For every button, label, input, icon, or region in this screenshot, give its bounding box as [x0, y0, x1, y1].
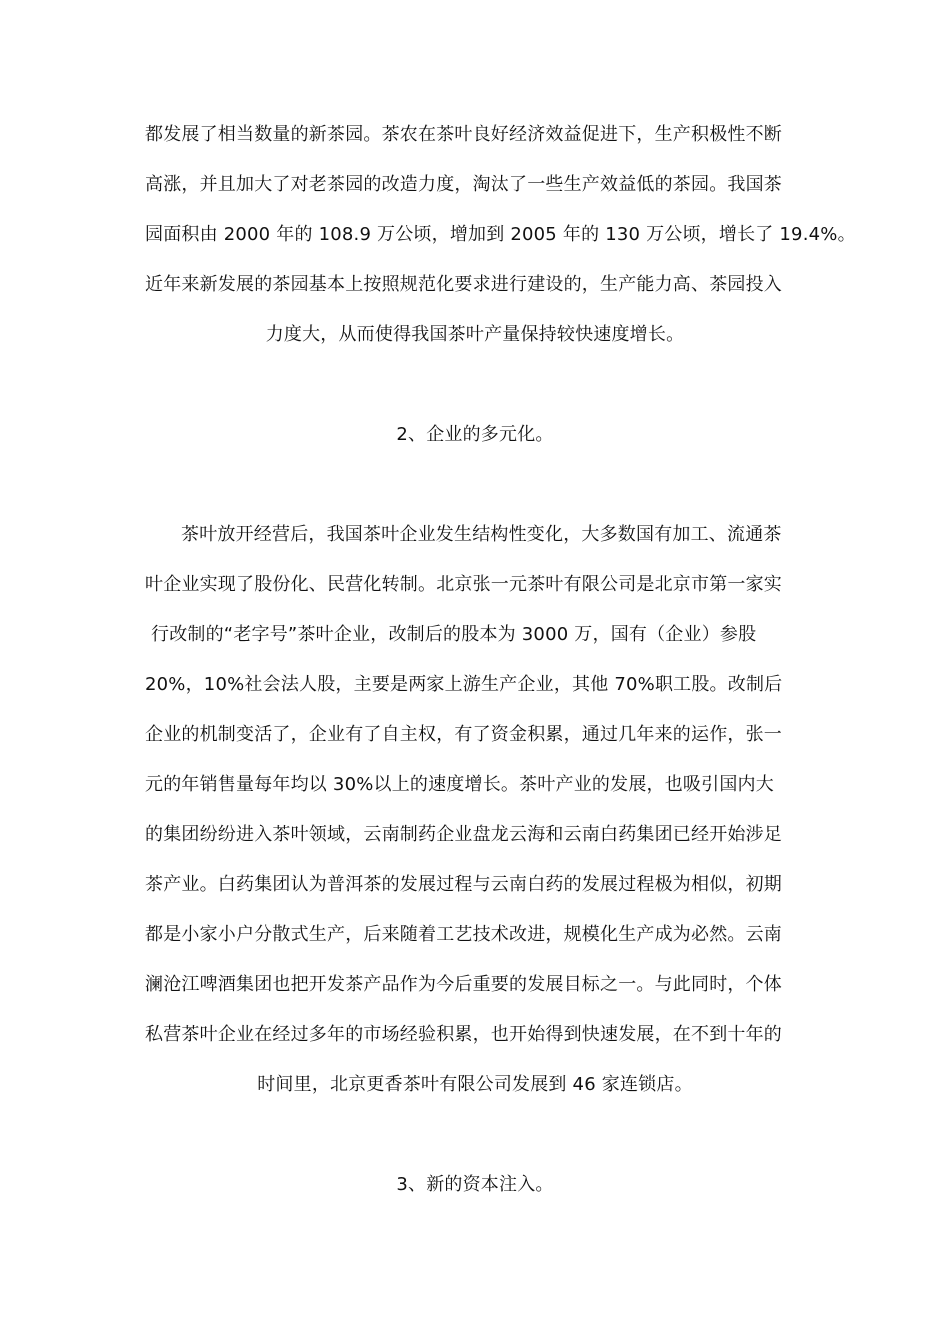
section-heading-2: 2、企业的多元化。 [396, 424, 554, 445]
paragraph-2-line-9: 都是小家小户分散式生产，后来随着工艺技术改进，规模化生产成为必然。云南 [145, 924, 782, 945]
paragraph-2-line-8: 茶产业。白药集团认为普洱茶的发展过程与云南白药的发展过程极为相似，初期 [145, 874, 782, 895]
paragraph-2-line-3: 行改制的“老字号”茶叶企业，改制后的股本为 3000 万，国有（企业）参股 [151, 624, 757, 645]
paragraph-2-line-7: 的集团纷纷进入茶叶领域，云南制药企业盘龙云海和云南白药集团已经开始涉足 [145, 824, 782, 845]
paragraph-2-line-4: 20%，10%社会法人股，主要是两家上游生产企业，其他 70%职工股。改制后 [145, 674, 783, 695]
paragraph-2-line-11: 私营茶叶企业在经过多年的市场经验积累，也开始得到快速发展，在不到十年的 [145, 1024, 782, 1045]
paragraph-2-line-1: 茶叶放开经营后，我国茶叶企业发生结构性变化，大多数国有加工、流通茶 [181, 524, 782, 545]
section-heading-3: 3、新的资本注入。 [396, 1174, 554, 1195]
paragraph-1-line-5: 力度大，从而使得我国茶叶产量保持较快速度增长。 [265, 324, 685, 345]
paragraph-2-line-2: 叶企业实现了股份化、民营化转制。北京张一元茶叶有限公司是北京市第一家实 [145, 574, 782, 595]
paragraph-2-line-5: 企业的机制变活了，企业有了自主权，有了资金积累，通过几年来的运作，张一 [145, 724, 782, 745]
paragraph-1-line-1: 都发展了相当数量的新茶园。茶农在茶叶良好经济效益促进下，生产积极性不断 [145, 124, 782, 145]
paragraph-1-line-3: 园面积由 2000 年的 108.9 万公顷，增加到 2005 年的 130 万公顷，增长了 19.4%。 [145, 224, 856, 245]
paragraph-2-line-12: 时间里，北京更香茶叶有限公司发展到 46 家连锁店。 [257, 1074, 693, 1095]
paragraph-2-line-10: 澜沧江啤酒集团也把开发茶产品作为今后重要的发展目标之一。与此同时，个体 [145, 974, 782, 995]
paragraph-1-line-4: 近年来新发展的茶园基本上按照规范化要求进行建设的，生产能力高、茶园投入 [145, 274, 782, 295]
paragraph-2-line-6: 元的年销售量每年均以 30%以上的速度增长。茶叶产业的发展，也吸引国内大 [145, 774, 774, 795]
paragraph-1-line-2: 高涨，并且加大了对老茶园的改造力度，淘汰了一些生产效益低的茶园。我国茶 [145, 174, 782, 195]
